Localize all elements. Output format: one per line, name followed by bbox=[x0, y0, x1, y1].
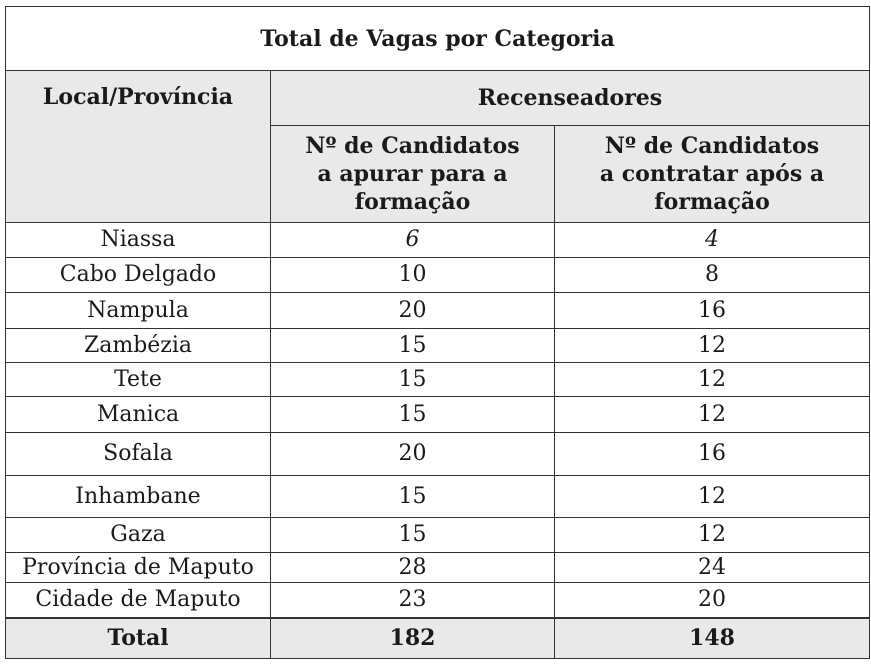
train-column-header bbox=[271, 126, 555, 223]
hire-cell: 16 bbox=[555, 293, 870, 329]
table-row bbox=[6, 397, 870, 433]
total-label: Total bbox=[6, 618, 271, 659]
vacancies-table bbox=[5, 6, 870, 659]
hire-column-header bbox=[555, 126, 870, 223]
train-cell: 20 bbox=[271, 433, 555, 476]
table-row bbox=[6, 223, 870, 258]
table-row bbox=[6, 258, 870, 293]
table-row bbox=[6, 293, 870, 329]
province-cell: Cabo Delgado bbox=[6, 258, 271, 293]
location-header-label: Local/Província bbox=[42, 84, 234, 110]
table-title: Total de Vagas por Categoria bbox=[6, 7, 870, 71]
train-cell: 23 bbox=[271, 583, 555, 618]
hire-cell: 4 bbox=[555, 223, 870, 258]
province-cell: Província de Maputo bbox=[6, 553, 271, 583]
hire-cell: 12 bbox=[555, 518, 870, 553]
province-cell: Inhambane bbox=[6, 476, 271, 518]
province-cell: Cidade de Maputo bbox=[6, 583, 271, 618]
train-cell: 15 bbox=[271, 518, 555, 553]
hire-cell: 16 bbox=[555, 433, 870, 476]
province-cell: Manica bbox=[6, 397, 271, 433]
table-row bbox=[6, 329, 870, 363]
hire-cell: 12 bbox=[555, 363, 870, 397]
hire-cell: 12 bbox=[555, 397, 870, 433]
train-header-line: formação bbox=[354, 189, 471, 215]
group-header: Recenseadores bbox=[271, 71, 870, 126]
train-cell: 15 bbox=[271, 329, 555, 363]
train-cell: 20 bbox=[271, 293, 555, 329]
table-row bbox=[6, 553, 870, 583]
table-row bbox=[6, 518, 870, 553]
train-cell: 10 bbox=[271, 258, 555, 293]
total-hire: 148 bbox=[555, 618, 870, 659]
table-row bbox=[6, 433, 870, 476]
province-cell: Zambézia bbox=[6, 329, 271, 363]
hire-cell: 12 bbox=[555, 476, 870, 518]
hire-cell: 8 bbox=[555, 258, 870, 293]
hire-cell: 20 bbox=[555, 583, 870, 618]
table-row bbox=[6, 583, 870, 618]
province-cell: Niassa bbox=[6, 223, 271, 258]
hire-cell: 24 bbox=[555, 553, 870, 583]
province-cell: Sofala bbox=[6, 433, 271, 476]
table-row bbox=[6, 476, 870, 518]
train-cell: 6 bbox=[271, 223, 555, 258]
title-row bbox=[6, 7, 870, 71]
province-cell: Nampula bbox=[6, 293, 271, 329]
total-row bbox=[6, 618, 870, 659]
hire-header-line: Nº de Candidatos bbox=[604, 133, 820, 159]
train-cell: 15 bbox=[271, 363, 555, 397]
table-row bbox=[6, 363, 870, 397]
train-cell: 15 bbox=[271, 397, 555, 433]
hire-cell: 12 bbox=[555, 329, 870, 363]
hire-header-line: a contratar após a bbox=[599, 161, 825, 187]
province-cell: Gaza bbox=[6, 518, 271, 553]
train-header-line: Nº de Candidatos bbox=[305, 133, 520, 159]
train-header-line: a apurar para a bbox=[317, 161, 508, 187]
hire-header-line: formação bbox=[654, 189, 770, 215]
train-cell: 28 bbox=[271, 553, 555, 583]
location-header bbox=[6, 71, 271, 223]
province-cell: Tete bbox=[6, 363, 271, 397]
train-cell: 15 bbox=[271, 476, 555, 518]
header-row-1 bbox=[6, 71, 870, 126]
total-train: 182 bbox=[271, 618, 555, 659]
